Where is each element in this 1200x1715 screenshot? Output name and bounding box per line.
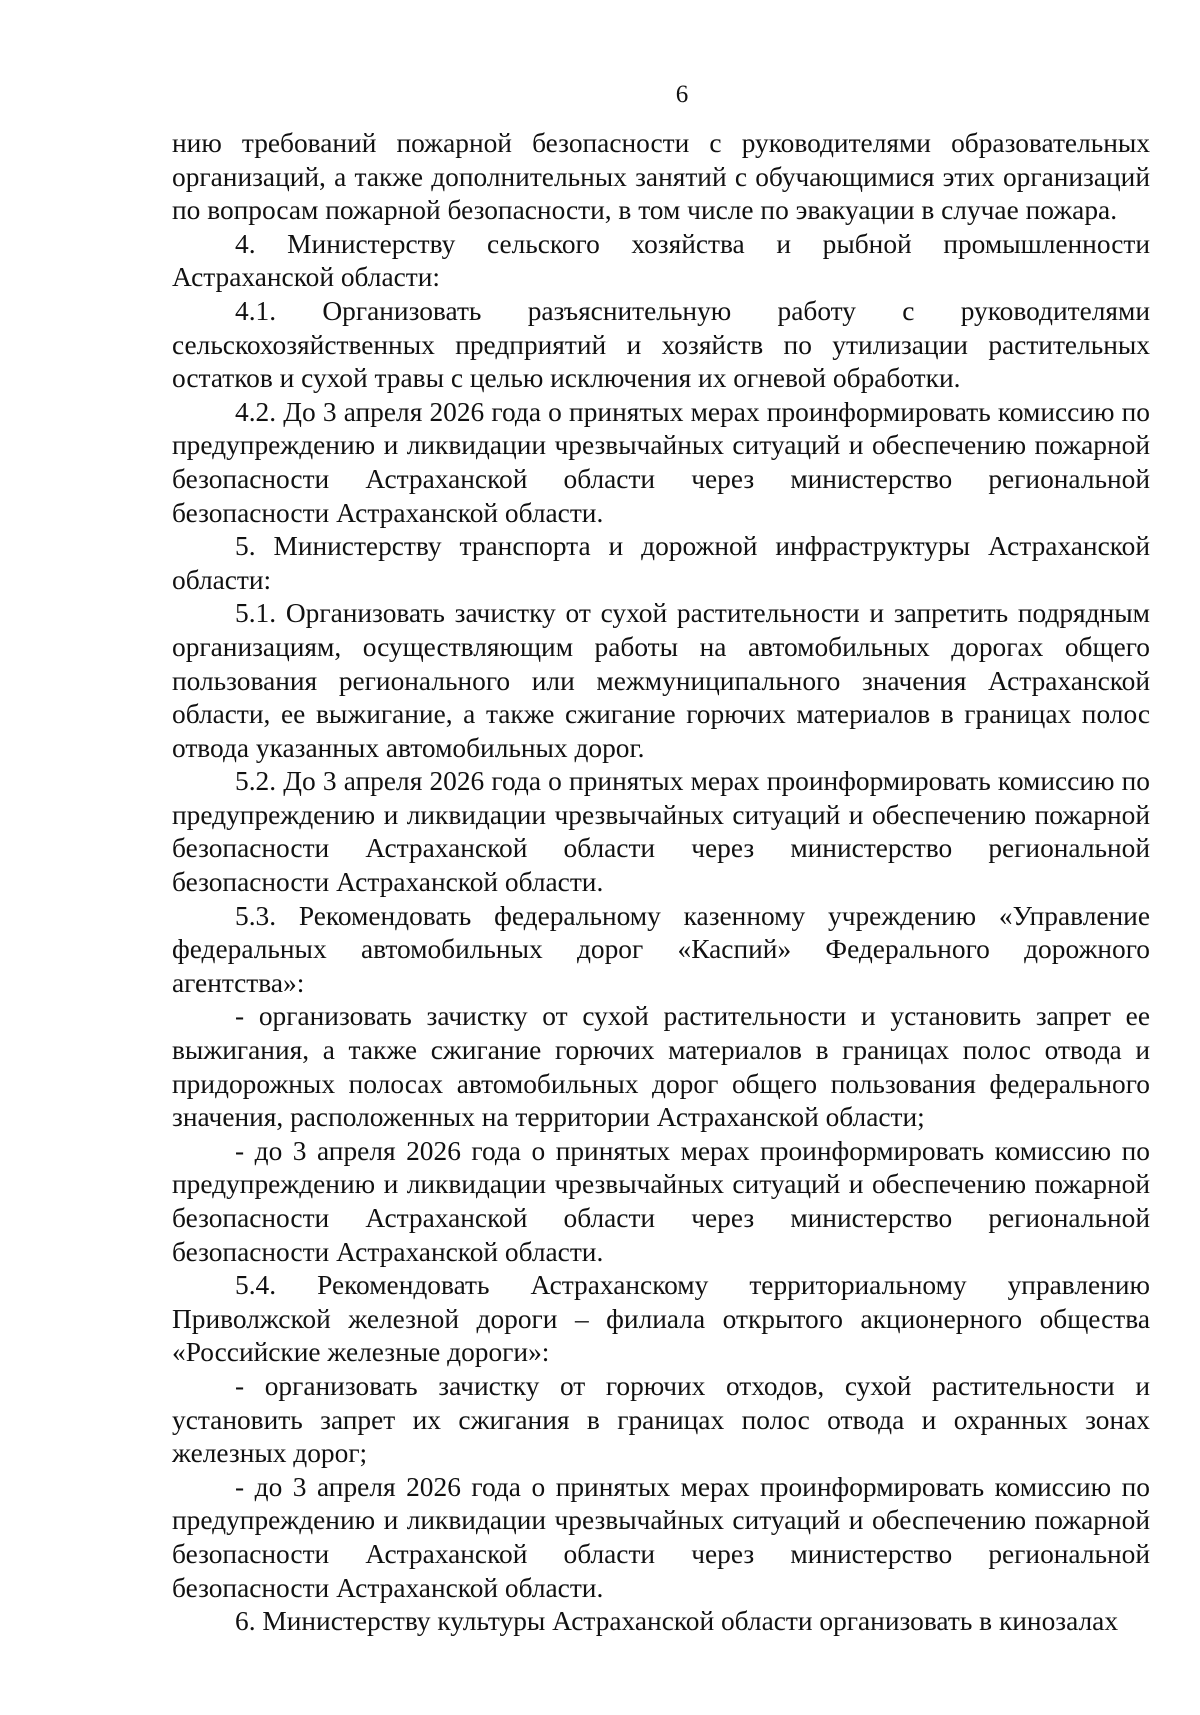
paragraph-item-4-2: 4.2. До 3 апреля 2026 года о принятых мерах проинформировать комиссию по предупреждению и ликвидации чрезвычайных ситуаций и обеспечению пожарной безопасности Астраханской области через министерство региональной безопасности Астраханской области. bbox=[172, 396, 1150, 528]
page-number: 6 bbox=[675, 81, 689, 108]
paragraph-item-4: 4. Министерству сельского хозяйства и рыбной промышленности Астраханской области: bbox=[172, 228, 1150, 293]
paragraph-item-5-4: 5.4. Рекомендовать Астраханскому территориальному управлению Приволжской железной дороги – филиала открытого акционерного общества «Российские железные дороги»: bbox=[172, 1270, 1150, 1368]
paragraph-continuation: нию требований пожарной безопасности с руководителями образовательных организаций, а также дополнительных занятий с обучающимися этих организаций по вопросам пожарной безопасности, в том числе по эвакуации в случае пожара. bbox=[172, 128, 1150, 226]
paragraph-item-6: 6. Министерству культуры Астраханской области организовать в кинозалах bbox=[235, 1606, 1119, 1637]
paragraph-item-4-1: 4.1. Организовать разъяснительную работу с руководителями сельскохозяйственных предприятий и хозяйств по утилизации растительных остатков и сухой травы с целью исключения их огневой обработки. bbox=[172, 295, 1150, 394]
paragraph-item-5-4-bullet-2: - до 3 апреля 2026 года о принятых мерах проинформировать комиссию по предупреждению и ликвидации чрезвычайных ситуаций и обеспечению пожарной безопасности Астраханской области через министерство региональной безопасности Астраханской области. bbox=[172, 1471, 1150, 1603]
paragraph-item-5-1: 5.1. Организовать зачистку от сухой растительности и запретить подрядным организациям, осуществляющим работы на автомобильных дорогах общего пользования регионального или межмуниципального значения Астраханской области, ее выжигание, а также сжигание горючих материалов в границах полос отвода указанных автомобильных дорог. bbox=[172, 598, 1150, 763]
paragraph-item-5: 5. Министерству транспорта и дорожной инфраструктуры Астраханской области: bbox=[172, 531, 1150, 595]
paragraph-item-5-2: 5.2. До 3 апреля 2026 года о принятых мерах проинформировать комиссию по предупреждению и ликвидации чрезвычайных ситуаций и обеспечению пожарной безопасности Астраханской области через министерство региональной безопасности Астраханской области. bbox=[172, 766, 1150, 898]
paragraph-item-5-3-bullet-1: - организовать зачистку от сухой растительности и установить запрет ее выжигания, а также сжигание горючих материалов в границах полос отвода и придорожных полосах автомобильных дорог общего пользования федерального значения, расположенных на территории Астраханской области; bbox=[172, 1001, 1150, 1133]
document-body bbox=[172, 127, 1150, 1639]
paragraph-item-5-3: 5.3. Рекомендовать федеральному казенному учреждению «Управление федеральных автомобильных дорог «Каспий» Федерального дорожного агентства»: bbox=[172, 900, 1150, 998]
paragraph-item-5-4-bullet-1: - организовать зачистку от горючих отходов, сухой растительности и установить запрет их сжигания в границах полос отвода и охранных зонах железных дорог; bbox=[172, 1370, 1150, 1469]
paragraph-item-5-3-bullet-2: - до 3 апреля 2026 года о принятых мерах проинформировать комиссию по предупреждению и ликвидации чрезвычайных ситуаций и обеспечению пожарной безопасности Астраханской области через министерство региональной безопасности Астраханской области. bbox=[172, 1135, 1150, 1267]
